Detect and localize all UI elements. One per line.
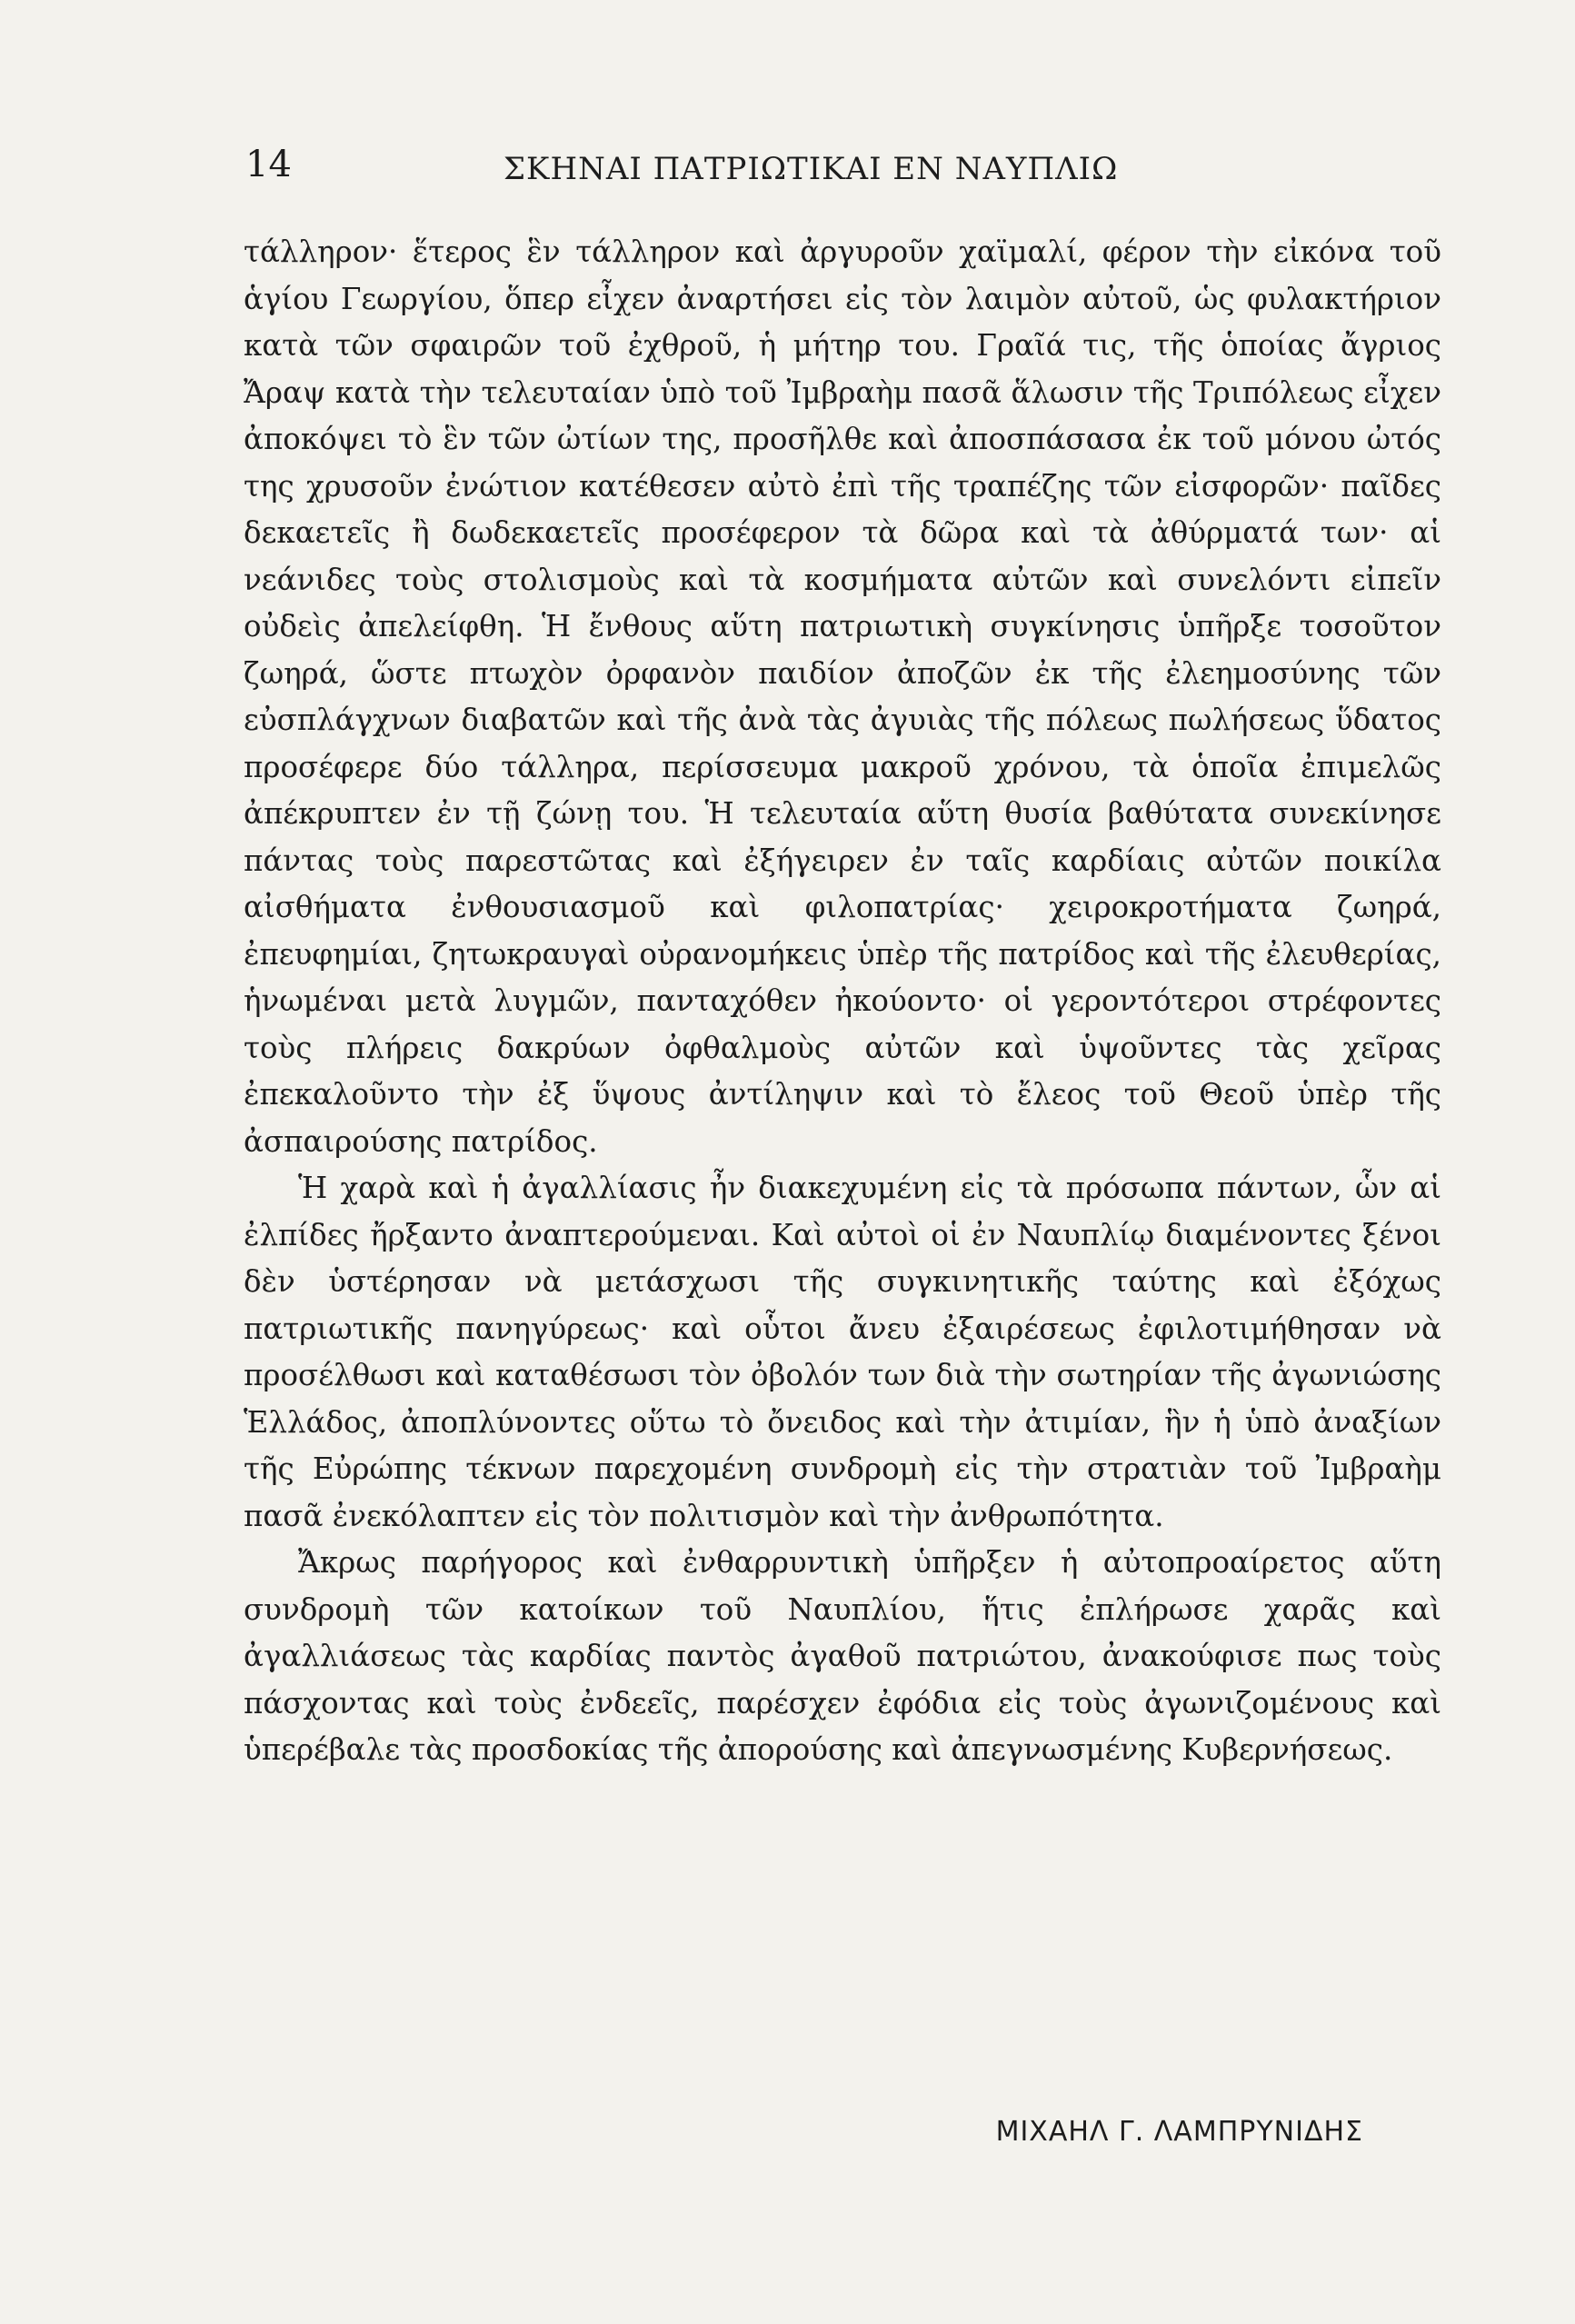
author-signature: ΜΙΧΑΗΛ Γ. ΛΑΜΠΡΥΝΙΔΗΣ [995, 2116, 1363, 2148]
paragraph-2: Ἡ χαρὰ καὶ ἡ ἀγαλλίασις ἦν διακεχυμένη εἰς τὰ πρόσωπα πάντων, ὧν αἱ ἐλπίδες ἤρξαντο ἀναπτερούμεναι. Καὶ αὐτοὶ οἱ ἐν Ναυπλίῳ διαμένοντες ξένοι δὲν ὑστέρησαν νὰ μετάσχωσι τῆς συγκινητικῆς ταύτης καὶ ἐξόχως πατριωτικῆς πανηγύρεως· καὶ οὗτοι ἄνευ ἐξαιρέσεως ἐφιλοτιμήθησαν νὰ προσέλθωσι καὶ καταθέσωσι τὸν ὀβολόν των διὰ τὴν σωτηρίαν τῆς ἀγωνιώσης Ἑλλάδος, ἀποπλύνοντες οὕτω τὸ ὄνειδος καὶ τὴν ἀτιμίαν, ἣν ἡ ὑπὸ ἀναξίων τῆς Εὐρώπης τέκνων παρεχομένη συνδρομὴ εἰς τὴν στρατιὰν τοῦ Ἰμβραὴμ πασᾶ ἐνεκόλαπτεν εἰς τὸν πολιτισμὸν καὶ τὴν ἀνθρωπότητα. [244, 1171, 1441, 1533]
page-number: 14 [245, 144, 292, 185]
running-title: ΣΚΗΝΑΙ ΠΑΤΡΙΩΤΙΚΑΙ ΕΝ ΝΑΥΠΛΙΩ [503, 151, 1119, 187]
paragraph-1: τάλληρον· ἕτερος ἓν τάλληρον καὶ ἀργυροῦν χαϊμαλί, φέρον τὴν εἰκόνα τοῦ ἁγίου Γεωργίου, ὅπερ εἶχεν ἀναρτήσει εἰς τὸν λαιμὸν αὐτοῦ, ὡς φυλακτήριον κατὰ τῶν σφαιρῶν τοῦ ἐχθροῦ, ἡ μήτηρ του. Γραῖά τις, τῆς ὁποίας ἄγριος Ἄραψ κατὰ τὴν τελευταίαν ὑπὸ τοῦ Ἰμβραὴμ πασᾶ ἅλωσιν τῆς Τριπόλεως εἶχεν ἀποκόψει τὸ ἓν τῶν ὠτίων της, προσῆλθε καὶ ἀποσπάσασα ἐκ τοῦ μόνου ὠτός της χρυσοῦν ἐνώτιον κατέθεσεν αὐτὸ ἐπὶ τῆς τραπέζης τῶν εἰσφορῶν· παῖδες δεκαετεῖς ἢ δωδεκαετεῖς προσέφερον τὰ δῶρα καὶ τὰ ἀθύρματά των· αἱ νεάνιδες τοὺς στολισμοὺς καὶ τὰ κοσμήματα αὐτῶν καὶ συνελόντι εἰπεῖν οὐδεὶς ἀπελείφθη. Ἡ ἔνθους αὕτη πατριωτικὴ συγκίνησις ὑπῆρξε τοσοῦτον ζωηρά, ὥστε πτωχὸν ὀρφανὸν παιδίον ἀποζῶν ἐκ τῆς ἐλεημοσύνης τῶν εὐσπλάγχνων διαβατῶν καὶ τῆς ἀνὰ τὰς ἀγυιὰς τῆς πόλεως πωλήσεως ὕδατος προσέφερε δύο τάλληρα, περίσσευμα μακροῦ χρόνου, τὰ ὁποῖα ἐπιμελῶς ἀπέκρυπτεν ἐν τῇ ζώνῃ του. Ἡ τελευταία αὕτη θυσία βαθύτατα συνεκίνησε πάντας τοὺς παρεστῶτας καὶ ἐξήγειρεν ἐν ταῖς καρδίαις αὐτῶν ποικίλα αἰσθήματα ἐνθουσιασμοῦ καὶ φιλοπατρίας· χειροκροτήματα ζωηρά, ἐπευφημίαι, ζητωκραυγαὶ οὐρανομήκεις ὑπὲρ τῆς πατρίδος καὶ τῆς ἐλευθερίας, ἡνωμέναι μετὰ λυγμῶν, πανταχόθεν ἠκούοντο· οἱ γεροντότεροι στρέφοντες τοὺς πλήρεις δακρύων ὀφθαλμοὺς αὐτῶν καὶ ὑψοῦντες τὰς χεῖρας ἐπεκαλοῦντο τὴν ἐξ ὕψους ἀντίληψιν καὶ τὸ ἔλεος τοῦ Θεοῦ ὑπὲρ τῆς ἀσπαιρούσης πατρίδος. [244, 234, 1441, 1159]
running-head [245, 144, 1454, 198]
paragraph-3: Ἄκρως παρήγορος καὶ ἐνθαρρυντικὴ ὑπῆρξεν ἡ αὐτοπροαίρετος αὕτη συνδρομὴ τῶν κατοίκων τοῦ Ναυπλίου, ἥτις ἐπλήρωσε χαρᾶς καὶ ἀγαλλιάσεως τὰς καρδίας παντὸς ἀγαθοῦ πατριώτου, ἀνακούφισε πως τοὺς πάσχοντας καὶ τοὺς ἐνδεεῖς, παρέσχεν ἐφόδια εἰς τοὺς ἀγωνιζομένους καὶ ὑπερέβαλε τὰς προσδοκίας τῆς ἀπορούσης καὶ ἀπεγνωσμένης Κυβερνήσεως. [244, 1545, 1441, 1767]
body-text [244, 229, 1441, 1774]
